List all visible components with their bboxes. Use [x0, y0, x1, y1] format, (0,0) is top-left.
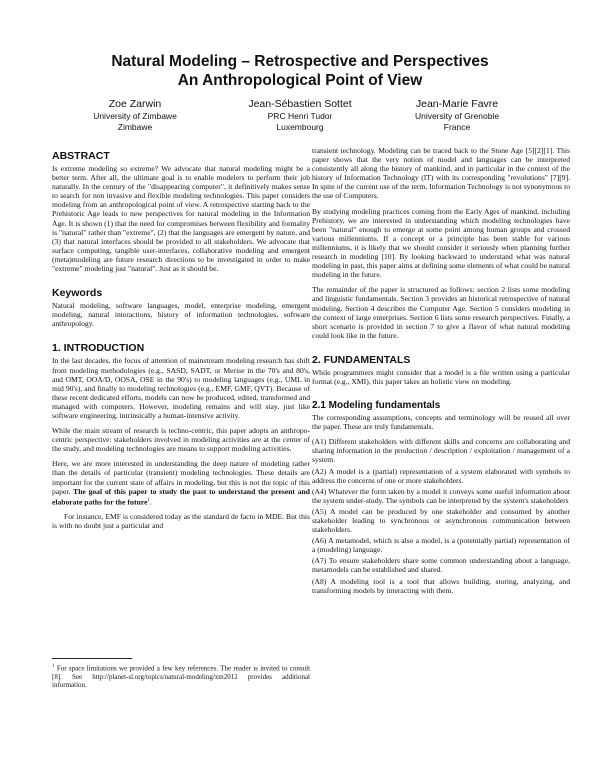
assumption-a5: (A5) A model can be produced by one stakeholder and consumed by another stakeholder leading to synchronous or asynchronous communication between stakeholders.: [312, 506, 570, 535]
footnote: [52, 663, 310, 690]
assumption-a8: (A8) A modeling tool is a tool that allows building, storing, analyzing, and transforming models by interacting with them.: [312, 576, 570, 595]
title-line-1: Natural Modeling – Retrospective and Perspectives: [111, 53, 489, 70]
footnote-text: For space limitations we provided a few key references. The reader is invited to consult [8]. See http://planet-sl.org/topics/natural-modeling/xm2012 provides additional information.: [52, 664, 311, 690]
right-paragraph-1: transient technology. Modeling can be traced back to the Stone Age [5][2][1]. This paper shows that the very notion of model and languages can be interpreted consistently all along the history of mankind, and in particular in the context of the history of Information Technology (IT) with its corresponding "revolutions" [7][9]. In spite of the current use of the term, Information Technology is not synonymous to the use of Computers.: [312, 146, 570, 201]
author-location: Luxembourg: [276, 122, 324, 132]
intro-paragraph-1: In the last decades, the focus of attention of mainstream modeling research has shift from modeling methodologies (e.g., SASD, SADT, or Merise in the 70's and 80's, and OMT, OOA/D, OOSA, OSE in the 90's) to modeling languages (e.g., UML in mid 90's), and finally to modeling technologies (e.g., EMF, GMF, QVT). Because of these recent dedicated efforts, models can now be produced, edited, transformed and managed with computers. However, modeling remains and will stay, just like software engineering, intrinsically a human-intensive activity.: [52, 356, 310, 420]
footnote-divider: [52, 658, 132, 659]
author-name: Jean-Marie Favre: [415, 98, 499, 110]
intro-heading: 1. INTRODUCTION: [52, 342, 145, 355]
modeling-fundamentals-heading: 2.1 Modeling fundamentals: [312, 400, 441, 412]
keywords-heading: Keywords: [52, 287, 103, 300]
assumption-a7: (A7) To ensure stakeholders share some common understanding about a language, metamodels can be established and shared.: [312, 556, 570, 575]
assumption-a2: (A2) A model is a (partial) representation of a system elaborated with symbols to address the concerns of one or more stakeholders.: [312, 466, 570, 485]
author-location: France: [443, 122, 471, 132]
title-line-2: An Anthropological Point of View: [177, 72, 423, 89]
intro-paragraph-2: While the main stream of research is techno-centric, this paper adopts an anthropo-centric perspective: stakeholders involved in modeling activities are at the center of the study, and modeling technologies are means to support modeling activities.: [52, 426, 310, 454]
intro-paragraph-4: For instance, EMF is considered today as the standard de facto in MDE. But this is with no doubt just a particular and: [52, 512, 310, 531]
keywords-text: Natural modeling, software languages, model, enterprise modeling, emergent modeling, natural interactions, history of information technologies, software anthropology.: [52, 301, 310, 329]
author-name: Jean-Sébastien Sottet: [248, 98, 352, 110]
assumption-a6: (A6) A metamodel, which is also a model, is a (potentially partial) representation of a (modeling) language.: [312, 536, 570, 555]
paper-title: [0, 52, 600, 90]
fundamentals-heading: 2. FUNDAMENTALS: [312, 353, 411, 366]
right-column: [312, 146, 570, 597]
fundamentals-paragraph: While programmers might consider that a model is a file written using a particular format (e.g., XMI), this paper takes an holistic view on modeling.: [312, 367, 570, 386]
author-affiliation: PRC Henri Tudor: [267, 111, 333, 121]
goal-statement: The goal of this paper to study the past to understand the present and elaborate paths for the future: [52, 486, 310, 507]
intro-paragraph-3-text: Here, we are more interested in understanding the deep nature of modeling rather than the details of particular (transient) modeling technologies. These details are important for the current state of affairs in modeling, but this is not the topic of this paper.: [52, 459, 310, 496]
author-3: [362, 98, 552, 133]
intro-paragraph-3: Here, we are more interested in understanding the deep nature of modeling rather than the details of particular (transient) modeling technologies. These details are important for the current state of affairs in modeling, but this is not the topic of this paper. The goal of this paper to study the past to understand the present and elaborate paths for the future$^1$.: [52, 459, 310, 507]
abstract-heading: ABSTRACT: [52, 150, 110, 162]
assumption-a1: (A1) Different stakeholders with different skills and concerns are collaborating and sharing information in the production / description / exploitation / management of a system.: [312, 437, 570, 465]
footnote-ref[interactable]: 1: [147, 497, 150, 503]
right-paragraph-2: By studying modeling practices coming from the Early Ages of mankind, including Prehistory, we are interested in understanding which modeling technologies have been "natural" enough to emerge at some point among human groups and crossed various millenniums. If a concept or a principle has been stable for various millenniums, it is likely that we should consider it seriously when planning further research in modeling [10]. By looking backward to understand what was natural modeling in past, this paper aims at defining some elements of what could be natural modeling in the future.: [312, 206, 570, 280]
assumption-a4: (A4) Whatever the form taken by a model it conveys some useful information about the system under-study. The symbols can be interpreted by the system's stakeholders: [312, 486, 570, 505]
author-affiliation: University of Zimbawe: [93, 111, 177, 121]
author-location: Zimbawe: [117, 122, 153, 132]
right-paragraph-3: The remainder of the paper is structured as follows: section 2 lists some modeling and linguistic fundamentals. Section 3 provides an historical retrospective of natural modeling. Section 4 describes the Computer Age. Section 5 considers modeling in the context of large enterprises. Section 6 lists some research perspectives. Finally, a short scenario is provided in section 7 to give a flavor of what natural modeling could look like in the future.: [312, 285, 570, 340]
author-affiliation: University of Grenoble: [414, 111, 500, 121]
left-column: [52, 150, 310, 537]
abstract-text: Is extreme modeling so extreme? We advocate that natural modeling might be a better term. After all, the ultimate goal is to enable modelers to perform their job naturally. In the century of the "disappearing computer", it definitively makes sense to search for non invasive and flexible modeling technologies. This paper considers modeling from an anthropological point of view. A retrospective starting back to the Prehistoric Age leads to new perspectives for natural modeling in the Information Age. It is shown (1) that the need for compromises between flexibility and formality is "natural" rather than "extreme", (2) that the languages are emergent by nature, and (3) that natural interfaces should be provided to all stakeholders. We advocate that surface computing, tangible user-interfaces, collaborative modeling and emergent (meta)modeling are future research directions to be investigated in order to make "extreme" modeling just "natural". Just as it should be.: [52, 164, 310, 274]
author-1: [40, 98, 230, 133]
fundamentals-intro: The corresponding assumptions, concepts and terminology will be reused all over the paper. These are truly fundamentals.: [312, 413, 570, 432]
author-name: Zoe Zarwin: [108, 98, 162, 110]
footnote-mark: 1: [52, 664, 55, 669]
